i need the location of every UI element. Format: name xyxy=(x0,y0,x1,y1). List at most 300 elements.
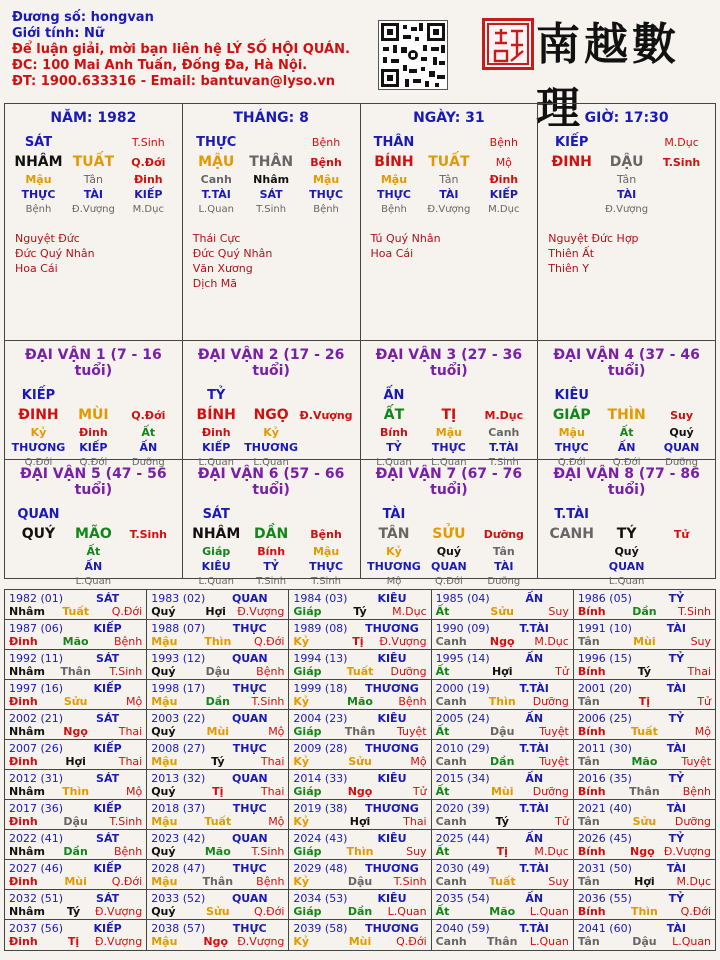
tang-than: TÀI xyxy=(494,560,514,573)
thap-than: KIÊU xyxy=(377,771,407,785)
thap-than: QUAN xyxy=(231,891,268,905)
year-line xyxy=(578,905,711,918)
truong-sinh: Q.Đới xyxy=(253,905,285,918)
tang-ts: Dưỡng xyxy=(131,457,165,468)
year-cell[interactable] xyxy=(147,890,289,919)
pillars-row xyxy=(5,104,715,341)
year-line xyxy=(151,621,284,635)
year-line xyxy=(578,785,711,798)
thap-than: THƯƠNG xyxy=(365,921,419,935)
year-cell[interactable] xyxy=(147,800,289,829)
tang-can: Tân xyxy=(83,173,103,186)
year-cell[interactable] xyxy=(5,740,147,769)
tang-than: THƯƠNG xyxy=(244,441,298,454)
thap-than: THỰC xyxy=(232,621,267,635)
year-line xyxy=(151,785,284,798)
truong-sinh: Suy xyxy=(670,408,694,422)
dia-chi: Dậu xyxy=(632,935,657,948)
thap-than: KIÊU xyxy=(377,891,407,905)
year-label: 2024 (43) xyxy=(293,831,348,845)
thien-can: Kỷ xyxy=(293,635,310,648)
dia-chi: Dần xyxy=(490,755,515,768)
dia-chi: Sửu xyxy=(63,695,88,708)
year-cell[interactable] xyxy=(289,770,431,799)
thap-than: THỰC xyxy=(232,741,267,755)
year-cell[interactable] xyxy=(289,620,431,649)
thap-than: KIẾP xyxy=(93,741,122,755)
tang-than: THỰC xyxy=(309,560,344,573)
year-cell[interactable] xyxy=(432,800,574,829)
dia-chi: Thìn xyxy=(204,635,232,648)
year-cell[interactable] xyxy=(5,620,147,649)
year-label: 1999 (18) xyxy=(293,681,348,695)
year-label: 2034 (53) xyxy=(293,891,348,905)
year-line xyxy=(9,905,142,918)
year-cell[interactable] xyxy=(574,920,715,950)
year-line xyxy=(151,815,284,828)
truong-sinh: Đ.Vượng xyxy=(299,408,353,422)
truong-sinh: Tuyệt xyxy=(539,725,569,738)
dai-van-line xyxy=(189,405,354,425)
year-cell[interactable] xyxy=(5,800,147,829)
thap-than: THƯƠNG xyxy=(365,741,419,755)
year-cell[interactable] xyxy=(432,770,574,799)
tang-can: Ất xyxy=(141,426,156,439)
tang-than: THỰC xyxy=(431,441,466,454)
thien-can: Canh xyxy=(435,635,467,648)
year-line xyxy=(436,635,569,648)
contact-phone-email[interactable]: ĐT: 1900.633316 - Email: bantuvan@lyso.vn xyxy=(12,74,336,89)
thap-than: TÀI xyxy=(666,681,687,695)
year-line xyxy=(436,905,569,918)
than-sat-list xyxy=(189,231,354,291)
year-cell[interactable] xyxy=(574,740,715,769)
thien-can: Đinh xyxy=(9,755,38,768)
tang-ts: T.Sinh xyxy=(311,576,341,587)
year-line xyxy=(293,801,426,815)
dai-van-cell xyxy=(183,460,361,587)
thien-can: MẬU xyxy=(198,154,235,170)
dia-chi: Mão xyxy=(489,905,516,918)
year-label: 1986 (05) xyxy=(577,591,632,605)
dia-chi: Tị xyxy=(638,695,651,708)
year-cell[interactable] xyxy=(147,860,289,889)
tang-can: Canh xyxy=(488,426,520,439)
year-cell[interactable] xyxy=(574,770,715,799)
year-label: 1983 (02) xyxy=(151,591,206,605)
tang-than: TÀI xyxy=(439,188,459,201)
thien-can: Giáp xyxy=(293,845,322,858)
year-cell[interactable] xyxy=(289,830,431,859)
dia-chi: Ngọ xyxy=(489,635,515,648)
year-line xyxy=(293,875,426,888)
year-cell[interactable] xyxy=(5,710,147,739)
than-sat: Thái Cực xyxy=(192,232,241,245)
tang-ts: L.Quan xyxy=(431,457,467,468)
year-cell[interactable] xyxy=(289,920,431,950)
truong-sinh: M.Dục xyxy=(534,845,569,858)
truong-sinh: Tử xyxy=(673,527,690,541)
year-line xyxy=(436,725,569,738)
thien-can: Quý xyxy=(151,905,176,918)
tang-than: KIẾP xyxy=(79,441,108,454)
tang-ts: T.Sinh xyxy=(256,204,287,215)
than-sat: Văn Xương xyxy=(192,262,253,275)
year-line xyxy=(9,875,142,888)
year-line xyxy=(151,725,284,738)
dia-chi: Mão xyxy=(62,635,89,648)
year-cell[interactable] xyxy=(432,590,574,619)
dai-van-line xyxy=(189,524,354,544)
dai-van-line xyxy=(367,544,532,559)
year-label: 2017 (36) xyxy=(9,801,64,815)
thien-can: Kỷ xyxy=(293,755,310,768)
year-line xyxy=(578,741,711,755)
thap-than: TÀI xyxy=(666,801,687,815)
year-row xyxy=(5,830,715,860)
thap-than: TÀI xyxy=(666,861,687,875)
thap-than: KIÊU xyxy=(377,831,407,845)
year-line xyxy=(151,681,284,695)
tang-can: Kỷ xyxy=(30,426,47,439)
dai-van-line xyxy=(367,385,532,405)
thap-than: TỶ xyxy=(668,711,685,725)
year-cell[interactable] xyxy=(432,710,574,739)
year-line xyxy=(293,845,426,858)
year-line xyxy=(436,591,569,605)
thien-can: Đinh xyxy=(9,635,38,648)
thap-than: TÀI xyxy=(666,921,687,935)
year-line xyxy=(151,875,284,888)
year-line xyxy=(293,921,426,935)
truong-sinh: Suy xyxy=(548,605,569,618)
year-cell[interactable] xyxy=(432,830,574,859)
thien-can: Kỷ xyxy=(293,695,310,708)
truong-sinh: T.Sinh xyxy=(109,815,143,828)
dia-chi: Hợi xyxy=(349,815,371,828)
tang-can: Đinh xyxy=(133,173,163,186)
year-cell[interactable] xyxy=(574,890,715,919)
year-line xyxy=(9,711,142,725)
dai-van-line xyxy=(11,405,176,425)
dia-chi: Mùi xyxy=(206,725,230,738)
year-cell[interactable] xyxy=(5,890,147,919)
thien-can: Mậu xyxy=(151,695,178,708)
year-label: 1991 (10) xyxy=(577,621,632,635)
year-line xyxy=(151,711,284,725)
tang-ts: Đ.Vượng xyxy=(427,204,471,215)
than-sat-list xyxy=(11,231,176,276)
thap-than: KIẾP xyxy=(93,681,122,695)
year-cell[interactable] xyxy=(574,680,715,709)
year-cell[interactable] xyxy=(289,680,431,709)
dia-chi: Tị xyxy=(352,635,364,648)
year-cell[interactable] xyxy=(289,860,431,889)
year-label: 1985 (04) xyxy=(435,591,490,605)
year-cell[interactable] xyxy=(5,770,147,799)
thap-than: KIÊU xyxy=(377,591,407,605)
tang-can: Đinh xyxy=(489,173,519,186)
dia-chi: THÌN xyxy=(607,407,646,423)
dia-chi: Tuất xyxy=(631,725,658,738)
year-line xyxy=(436,891,569,905)
year-cell[interactable] xyxy=(5,590,147,619)
than-sat: Hoa Cái xyxy=(370,247,414,260)
tang-can: Giáp xyxy=(202,545,231,558)
dai-van-title: ĐẠI VẬN 7 (67 - 76 tuổi) xyxy=(375,466,523,498)
year-cell[interactable] xyxy=(574,620,715,649)
year-cell[interactable] xyxy=(289,800,431,829)
dia-chi: Tị xyxy=(496,845,508,858)
truong-sinh: L.Quan xyxy=(529,905,569,918)
year-line xyxy=(151,591,284,605)
dia-chi: MÃO xyxy=(75,526,112,542)
year-cell[interactable] xyxy=(574,710,715,739)
truong-sinh: Thai xyxy=(118,755,143,768)
year-line xyxy=(578,665,711,678)
dai-van-line xyxy=(367,559,532,574)
year-cell[interactable] xyxy=(5,920,147,950)
dia-chi: TỊ xyxy=(441,407,457,423)
year-line xyxy=(9,725,142,738)
thap-than: QUAN xyxy=(231,711,268,725)
thien-can: ĐINH xyxy=(18,407,59,423)
year-label: 2029 (48) xyxy=(293,861,348,875)
truong-sinh: Suy xyxy=(548,875,569,888)
dia-chi: MÙI xyxy=(78,407,109,423)
tang-than: THƯƠNG xyxy=(11,441,66,454)
dai-van-title: ĐẠI VẬN 4 (37 - 46 tuổi) xyxy=(553,347,700,379)
tang-ts: T.Sinh xyxy=(488,457,519,468)
year-cell[interactable] xyxy=(147,650,289,679)
year-cell[interactable] xyxy=(432,920,574,950)
tang-ts: Bệnh xyxy=(25,204,52,215)
truong-sinh: L.Quan xyxy=(387,905,427,918)
than-sat-list xyxy=(367,231,532,261)
truong-sinh: Bệnh xyxy=(256,665,285,678)
year-line xyxy=(151,695,284,708)
year-label: 2035 (54) xyxy=(435,891,490,905)
truong-sinh: Bệnh xyxy=(113,845,143,858)
year-label: 2007 (26) xyxy=(9,741,64,755)
year-cell[interactable] xyxy=(574,860,715,889)
year-line xyxy=(436,651,569,665)
year-cell[interactable] xyxy=(574,830,715,859)
tang-can: Kỷ xyxy=(386,545,402,558)
thap-than: T.TÀI xyxy=(519,621,549,635)
year-cell[interactable] xyxy=(432,860,574,889)
thien-can: Mậu xyxy=(151,815,178,828)
year-label: 1982 (01) xyxy=(9,591,64,605)
year-label: 2005 (24) xyxy=(435,711,490,725)
year-row xyxy=(5,890,715,920)
year-cell[interactable] xyxy=(289,890,431,919)
year-cell[interactable] xyxy=(147,620,289,649)
year-cell[interactable] xyxy=(147,920,289,950)
year-cell[interactable] xyxy=(574,590,715,619)
year-row xyxy=(5,620,715,650)
year-cell[interactable] xyxy=(289,710,431,739)
year-label: 1993 (12) xyxy=(151,651,206,665)
year-line xyxy=(436,921,569,935)
thien-can: GIÁP xyxy=(552,407,591,423)
tang-than: ẤN xyxy=(139,441,158,454)
dai-van-row-1 xyxy=(5,341,715,468)
year-line xyxy=(293,591,426,605)
gender-label: Giới tính: xyxy=(12,26,80,41)
year-line xyxy=(436,875,569,888)
truong-sinh: L.Quan xyxy=(529,935,569,948)
thap-than: T.TÀI xyxy=(519,921,549,935)
truong-sinh: Tuyệt xyxy=(397,725,427,738)
dia-chi: Dần xyxy=(347,905,373,918)
year-cell[interactable] xyxy=(5,680,147,709)
truong-sinh: Bệnh xyxy=(311,135,341,149)
thap-than: T.TÀI xyxy=(519,801,549,815)
truong-sinh: Mộ xyxy=(268,815,285,828)
year-label: 1996 (15) xyxy=(577,651,632,665)
year-cell[interactable] xyxy=(147,680,289,709)
thien-can: Đinh xyxy=(9,875,38,888)
year-cell[interactable] xyxy=(147,770,289,799)
year-cell[interactable] xyxy=(147,710,289,739)
year-line xyxy=(293,831,426,845)
year-line xyxy=(578,651,711,665)
year-cell[interactable] xyxy=(574,800,715,829)
year-row xyxy=(5,590,715,620)
year-label: 2023 (42) xyxy=(151,831,206,845)
thap-than: QUAN xyxy=(231,651,268,665)
year-label: 2006 (25) xyxy=(577,711,632,725)
year-cell[interactable] xyxy=(289,590,431,619)
thien-can: Canh xyxy=(435,815,467,828)
tang-ts: L.Quan xyxy=(198,204,234,215)
tang-ts: Q.Đới xyxy=(24,457,53,468)
dia-chi: Thìn xyxy=(630,905,658,918)
year-cell[interactable] xyxy=(5,650,147,679)
truong-sinh: Bệnh xyxy=(489,135,518,149)
year-line xyxy=(151,635,284,648)
truong-sinh-2: Bệnh xyxy=(310,155,342,169)
year-cell[interactable] xyxy=(147,590,289,619)
year-line xyxy=(293,635,426,648)
qr-code-icon[interactable] xyxy=(378,20,448,90)
tang-can: Tân xyxy=(492,545,515,558)
year-label: 2016 (35) xyxy=(577,771,632,785)
year-label: 2011 (30) xyxy=(577,741,632,755)
year-line xyxy=(9,591,142,605)
dia-chi: Ngọ xyxy=(629,845,655,858)
year-label: 1990 (09) xyxy=(435,621,490,635)
truong-sinh: Q.Đới xyxy=(111,875,143,888)
thap-than: TÀI xyxy=(382,506,406,522)
year-line xyxy=(9,695,142,708)
thap-than: QUAN xyxy=(231,831,268,845)
year-line xyxy=(436,815,569,828)
truong-sinh: Q.Đới xyxy=(111,605,143,618)
year-cell[interactable] xyxy=(432,890,574,919)
dai-van-line xyxy=(189,559,354,574)
year-line xyxy=(578,591,711,605)
year-cell[interactable] xyxy=(289,740,431,769)
tang-can: Mậu xyxy=(380,173,408,186)
year-line xyxy=(9,651,142,665)
dai-van-line xyxy=(367,504,532,524)
year-label: 1998 (17) xyxy=(151,681,206,695)
year-cell[interactable] xyxy=(5,830,147,859)
truong-sinh-2: T.Sinh xyxy=(662,155,701,169)
year-cell[interactable] xyxy=(147,830,289,859)
year-cell[interactable] xyxy=(289,650,431,679)
year-line xyxy=(293,725,426,738)
thap-than: TỶ xyxy=(668,771,685,785)
dia-chi: Dậu xyxy=(490,725,515,738)
contact-address: ĐC: 100 Mai Anh Tuấn, Đống Đa, Hà Nội. xyxy=(12,58,308,73)
thien-can: Mậu xyxy=(151,635,178,648)
year-cell[interactable] xyxy=(432,650,574,679)
year-cell[interactable] xyxy=(574,650,715,679)
thien-can: BÍNH xyxy=(196,407,236,423)
dia-chi: Thân xyxy=(629,785,660,798)
year-line xyxy=(293,755,426,768)
thien-can: Giáp xyxy=(293,785,322,798)
year-cell[interactable] xyxy=(5,860,147,889)
dai-van-line xyxy=(544,544,709,559)
year-label: 2008 (27) xyxy=(151,741,206,755)
than-sat: Tú Quý Nhân xyxy=(370,232,441,245)
dia-chi: Dậu xyxy=(63,815,88,828)
thap-than: ẤN xyxy=(525,651,544,665)
tang-ts: L.Quan xyxy=(75,576,112,587)
tang-ts: T.Sinh xyxy=(256,576,287,587)
dai-van-line xyxy=(367,574,532,589)
year-line xyxy=(293,605,426,618)
truong-sinh: M.Dục xyxy=(676,875,712,888)
truong-sinh: Tử xyxy=(555,665,569,678)
dai-van-line xyxy=(189,544,354,559)
truong-sinh: Thai xyxy=(118,725,143,738)
year-label: 2009 (28) xyxy=(293,741,348,755)
year-cell[interactable] xyxy=(147,740,289,769)
dia-chi: Tý xyxy=(637,665,652,678)
dai-van-line xyxy=(544,385,709,405)
year-line xyxy=(151,801,284,815)
truong-sinh: Tử xyxy=(555,815,569,828)
dai-van-line xyxy=(544,524,709,544)
year-line xyxy=(9,621,142,635)
year-row xyxy=(5,710,715,740)
dia-chi: Thân xyxy=(60,665,91,678)
thien-can: Ất xyxy=(435,905,450,918)
thap-than: ẤN xyxy=(525,771,544,785)
year-line xyxy=(9,665,142,678)
year-cell[interactable] xyxy=(432,680,574,709)
dia-chi: Dần xyxy=(205,695,230,708)
year-row xyxy=(5,770,715,800)
thien-can: Bính xyxy=(577,665,606,678)
year-label: 2033 (52) xyxy=(151,891,206,905)
year-line xyxy=(9,785,142,798)
dai-van-title: ĐẠI VẬN 5 (47 - 56 tuổi) xyxy=(20,466,167,498)
thap-than: TÀI xyxy=(666,741,687,755)
truong-sinh: Đ.Vượng xyxy=(237,605,285,618)
year-cell[interactable] xyxy=(432,620,574,649)
truong-sinh: Đ.Vượng xyxy=(95,905,143,918)
year-line xyxy=(151,905,284,918)
tang-can: Ất xyxy=(619,426,634,439)
year-cell[interactable] xyxy=(432,740,574,769)
thap-than: QUAN xyxy=(231,591,268,605)
